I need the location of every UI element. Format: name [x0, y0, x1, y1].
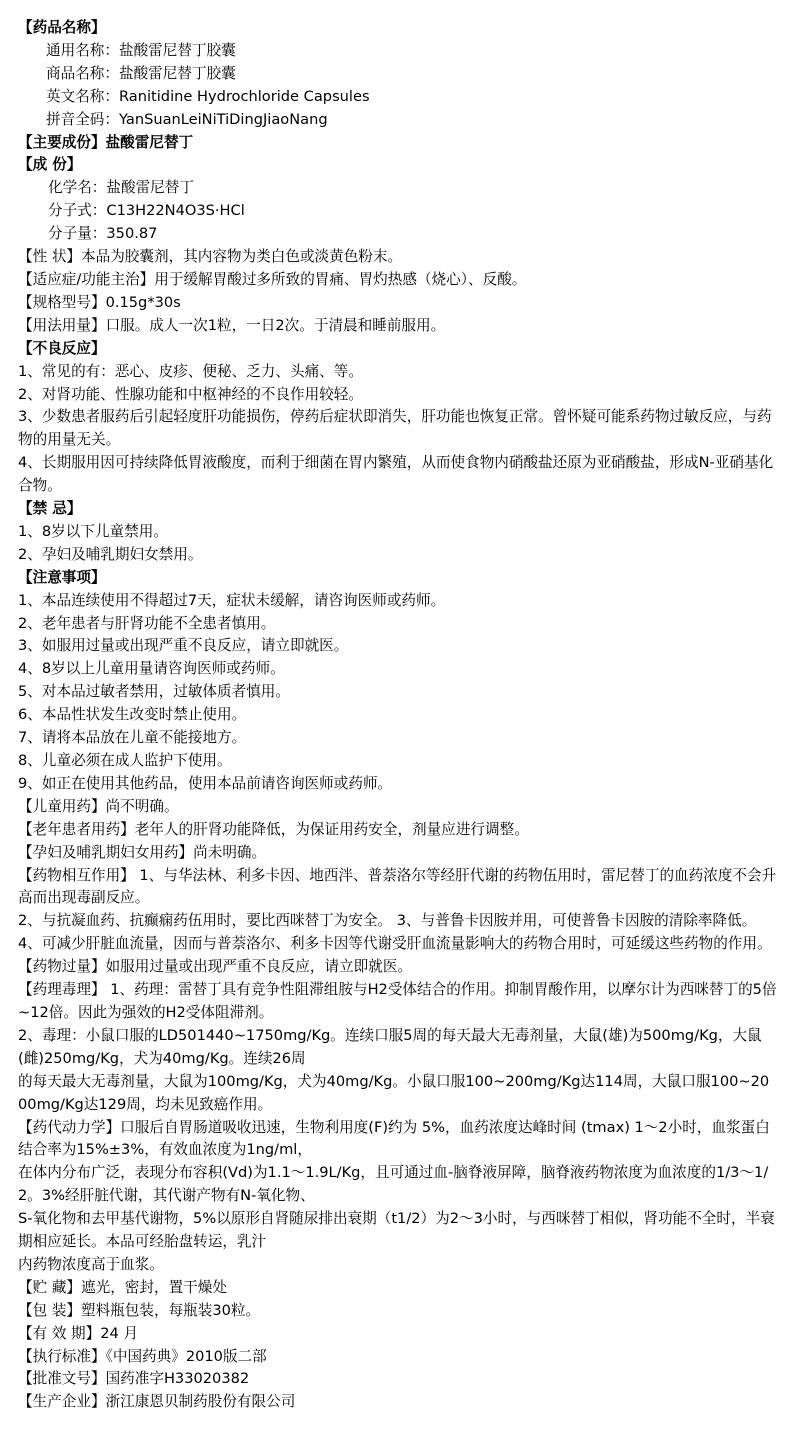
adverse-item-2: 2、对肾功能、性腺功能和中枢神经的不良作用较轻。 — [18, 385, 363, 403]
section-manufacturer: 【生产企业】浙江康恩贝制药股份有限公司 — [18, 1393, 296, 1411]
pharmacokinetics-part-3: S-氧化物和去甲基代谢物，5%以原形自肾随尿排出衰期（t1/2）为2～3小时，与西咪替丁相似，肾功能不全时，半衰期相应延长。本品可经胎盘转运，乳汁 — [18, 1210, 775, 1251]
precaution-item-6: 6、本品性状发生改变时禁止使用。 — [18, 706, 247, 724]
section-contraindications: 【禁 忌】 — [18, 500, 82, 518]
section-dosage: 【用法用量】口服。成人一次1粒，一日2次。于清晨和睡前服用。 — [18, 316, 446, 334]
molecular-formula: 分子式：C13H22N4O3S·HCl — [48, 202, 245, 220]
generic-name: 通用名称：盐酸雷尼替丁胶囊 — [46, 41, 236, 59]
section-drug-interactions: 【药物相互作用】 1、与华法林、利多卡因、地西泮、普萘洛尔等经肝代谢的药物伍用时，雷尼替丁的血药浓度不会升高而出现毒副反应。 — [18, 866, 777, 907]
interaction-item-4: 4、可减少肝脏血流量，因而与普萘洛尔、利多卡因等代谢受肝血流量影响大的药物合用时，可延缓这些药物的作用。 — [18, 935, 772, 953]
section-overdose: 【药物过量】如服用过量或出现严重不良反应，请立即就医。 — [18, 958, 413, 976]
trade-name: 商品名称：盐酸雷尼替丁胶囊 — [46, 64, 236, 82]
precaution-item-1: 1、本品连续使用不得超过7天，症状未缓解，请咨询医师或药师。 — [18, 591, 446, 609]
pharmacokinetics-part-4: 内药物浓度高于血浆。 — [18, 1255, 164, 1273]
section-pregnancy-use: 【孕妇及哺乳期妇女用药】尚未明确。 — [18, 843, 267, 861]
section-precautions: 【注意事项】 — [18, 568, 106, 586]
section-packaging: 【包 装】塑料瓶包装，每瓶装30粒。 — [18, 1301, 261, 1319]
precaution-item-2: 2、老年患者与肝肾功能不全患者慎用。 — [18, 614, 276, 632]
contra-item-2: 2、孕妇及哺乳期妇女禁用。 — [18, 545, 203, 563]
section-pharmacokinetics: 【药代动力学】口服后自胃肠道吸收迅速，生物利用度(F)约为 5%，血药浓度达峰时间 (tmax) 1～2小时，血浆蛋白结合率为15%±3%，有效血浓度为1ng/ml， — [18, 1118, 770, 1159]
precaution-item-5: 5、对本品过敏者禁用，过敏体质者慎用。 — [18, 683, 290, 701]
section-composition: 【成 份】 — [18, 156, 82, 174]
section-drug-name: 【药品名称】 — [18, 19, 106, 36]
precaution-item-8: 8、儿童必须在成人监护下使用。 — [18, 752, 232, 769]
section-approval-number: 【批准文号】国药准字H33020382 — [18, 1370, 250, 1388]
pharmacokinetics-part-2: 在体内分布广泛，表现分布容积(Vd)为1.1～1.9L/Kg，且可通过血-脑脊液屏障，脑脊液药物浓度为血浓度的1/3～1/2。3%经肝脏代谢，其代谢产物有N-氧化物、 — [18, 1164, 769, 1205]
adverse-item-4: 4、长期服用因可持续降低胃液酸度，而利于细菌在胃内繁殖，从而使食物内硝酸盐还原为亚硝酸盐，形成N-亚硝基化合物。 — [18, 454, 774, 495]
precaution-item-9: 9、如正在使用其他药品，使用本品前请咨询医师或药师。 — [18, 774, 393, 792]
molecular-weight: 分子量：350.87 — [48, 225, 158, 243]
section-standard: 【执行标准】《中国药典》2010版二部 — [18, 1347, 267, 1365]
section-pediatric-use: 【儿童用药】尚不明确。 — [18, 797, 179, 815]
toxicology-part-1: 2、毒理：小鼠口服的LD501440~1750mg/Kg。连续口服5周的每天最大无毒剂量，大鼠(雄)为500mg/Kg，大鼠(雌)250mg/Kg，犬为40mg/Kg。连续26周 — [18, 1026, 762, 1067]
english-name: 英文名称：Ranitidine Hydrochloride Capsules — [46, 87, 370, 105]
contra-item-1: 1、8岁以下儿童禁用。 — [18, 522, 168, 540]
section-specification: 【规格型号】0.15g*30s — [18, 293, 181, 311]
adverse-item-3: 3、少数患者服药后引起轻度肝功能损伤，停药后症状即消失，肝功能也恢复正常。曾怀疑可能系药物过敏反应，与药物的用量无关。 — [18, 408, 772, 449]
chemical-name: 化学名：盐酸雷尼替丁 — [48, 179, 194, 197]
section-pharmacology: 【药理毒理】 1、药理：雷替丁具有竞争性阻滞组胺与H2受体结合的作用。抑制胃酸作用，以摩尔计为西咪替丁的5倍~12倍。因此为强效的H2受体阻滞剂。 — [18, 981, 777, 1021]
precaution-item-7: 7、请将本品放在儿童不能接地方。 — [18, 729, 247, 747]
section-main-ingredient: 【主要成份】盐酸雷尼替丁 — [18, 133, 194, 151]
interaction-item-2-3: 2、与抗凝血药、抗癫痫药伍用时，要比西咪替丁为安全。 3、与普鲁卡因胺并用，可使普鲁卡因胺的清除率降低。 — [18, 912, 757, 930]
section-appearance: 【性 状】本品为胶囊剂，其内容物为类白色或淡黄色粉末。 — [18, 248, 403, 266]
pinyin-name: 拼音全码：YanSuanLeiNiTiDingJiaoNang — [46, 110, 328, 128]
section-storage: 【贮 藏】遮光，密封，置干燥处 — [18, 1278, 227, 1296]
adverse-item-1: 1、常见的有：恶心、皮疹、便秘、乏力、头痛、等。 — [18, 362, 363, 380]
section-geriatric-use: 【老年患者用药】老年人的肝肾功能降低，为保证用药安全，剂量应进行调整。 — [18, 820, 529, 838]
section-indications: 【适应症/功能主治】用于缓解胃酸过多所致的胃痛、胃灼热感（烧心）、反酸。 — [18, 270, 527, 288]
precaution-item-3: 3、如服用过量或出现严重不良反应，请立即就医。 — [18, 637, 349, 655]
section-adverse-reactions: 【不良反应】 — [18, 339, 106, 357]
toxicology-part-2: 的每天最大无毒剂量，大鼠为100mg/Kg，犬为40mg/Kg。小鼠口服100~200mg/Kg达114周，大鼠口服100~2000mg/Kg达129周，均未见致癌作用。 — [18, 1072, 770, 1113]
section-validity: 【有 效 期】24 月 — [18, 1324, 139, 1342]
precaution-item-4: 4、8岁以上儿童用量请咨询医师或药师。 — [18, 660, 285, 678]
